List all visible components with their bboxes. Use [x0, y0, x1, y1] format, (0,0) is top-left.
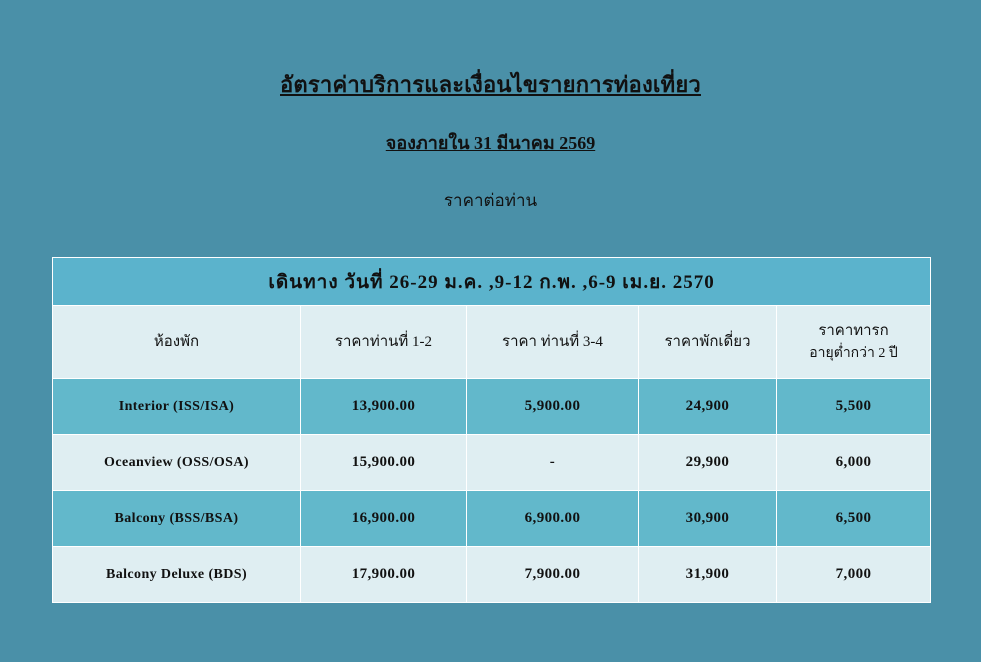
cell-price-3-4: 5,900.00: [467, 379, 639, 435]
cell-room-type: Balcony Deluxe (BDS): [53, 547, 301, 603]
header-single-supplement: ราคาพักเดี่ยว: [639, 306, 777, 379]
header-price-3-4: ราคา ท่านที่ 3-4: [467, 306, 639, 379]
cell-room-type: Interior (ISS/ISA): [53, 379, 301, 435]
header-infant-label: ราคาทารก: [818, 323, 889, 340]
header-room-type: ห้องพัก: [53, 306, 301, 379]
cell-price-3-4: 6,900.00: [467, 491, 639, 547]
table-row: [53, 491, 931, 547]
cell-price-1-2: 16,900.00: [301, 491, 467, 547]
cell-infant: 5,500: [777, 379, 931, 435]
table-banner-row: [53, 258, 931, 306]
cell-room-type: Oceanview (OSS/OSA): [53, 435, 301, 491]
header-infant-price: [777, 306, 931, 379]
header-infant-sublabel: อายุต่ำกว่า 2 ปี: [809, 345, 898, 361]
table-header-row: [53, 306, 931, 379]
table-row: [53, 379, 931, 435]
cell-price-1-2: 15,900.00: [301, 435, 467, 491]
cell-price-3-4: 7,900.00: [467, 547, 639, 603]
cell-price-3-4: -: [467, 435, 639, 491]
cell-single: 24,900: [639, 379, 777, 435]
rate-table-wrapper: [52, 257, 930, 603]
table-row: [53, 435, 931, 491]
rate-table: [52, 257, 931, 603]
header-price-1-2: ราคาท่านที่ 1-2: [301, 306, 467, 379]
table-row: [53, 547, 931, 603]
price-per-person-note: ราคาต่อท่าน: [443, 191, 538, 211]
travel-dates-banner: เดินทาง วันที่ 26-29 ม.ค. ,9-12 ก.พ. ,6-9 เม.ย. 2570: [53, 258, 931, 306]
cell-single: 31,900: [639, 547, 777, 603]
cell-price-1-2: 13,900.00: [301, 379, 467, 435]
booking-deadline: จองภายใน 31 มีนาคม 2569: [385, 133, 596, 154]
title-block: [0, 0, 981, 214]
cell-infant: 7,000: [777, 547, 931, 603]
cell-infant: 6,000: [777, 435, 931, 491]
cell-room-type: Balcony (BSS/BSA): [53, 491, 301, 547]
cell-single: 30,900: [639, 491, 777, 547]
page-title: อัตราค่าบริการและเงื่อนไขรายการท่องเที่ยว: [280, 72, 701, 97]
cell-price-1-2: 17,900.00: [301, 547, 467, 603]
cell-single: 29,900: [639, 435, 777, 491]
cell-infant: 6,500: [777, 491, 931, 547]
